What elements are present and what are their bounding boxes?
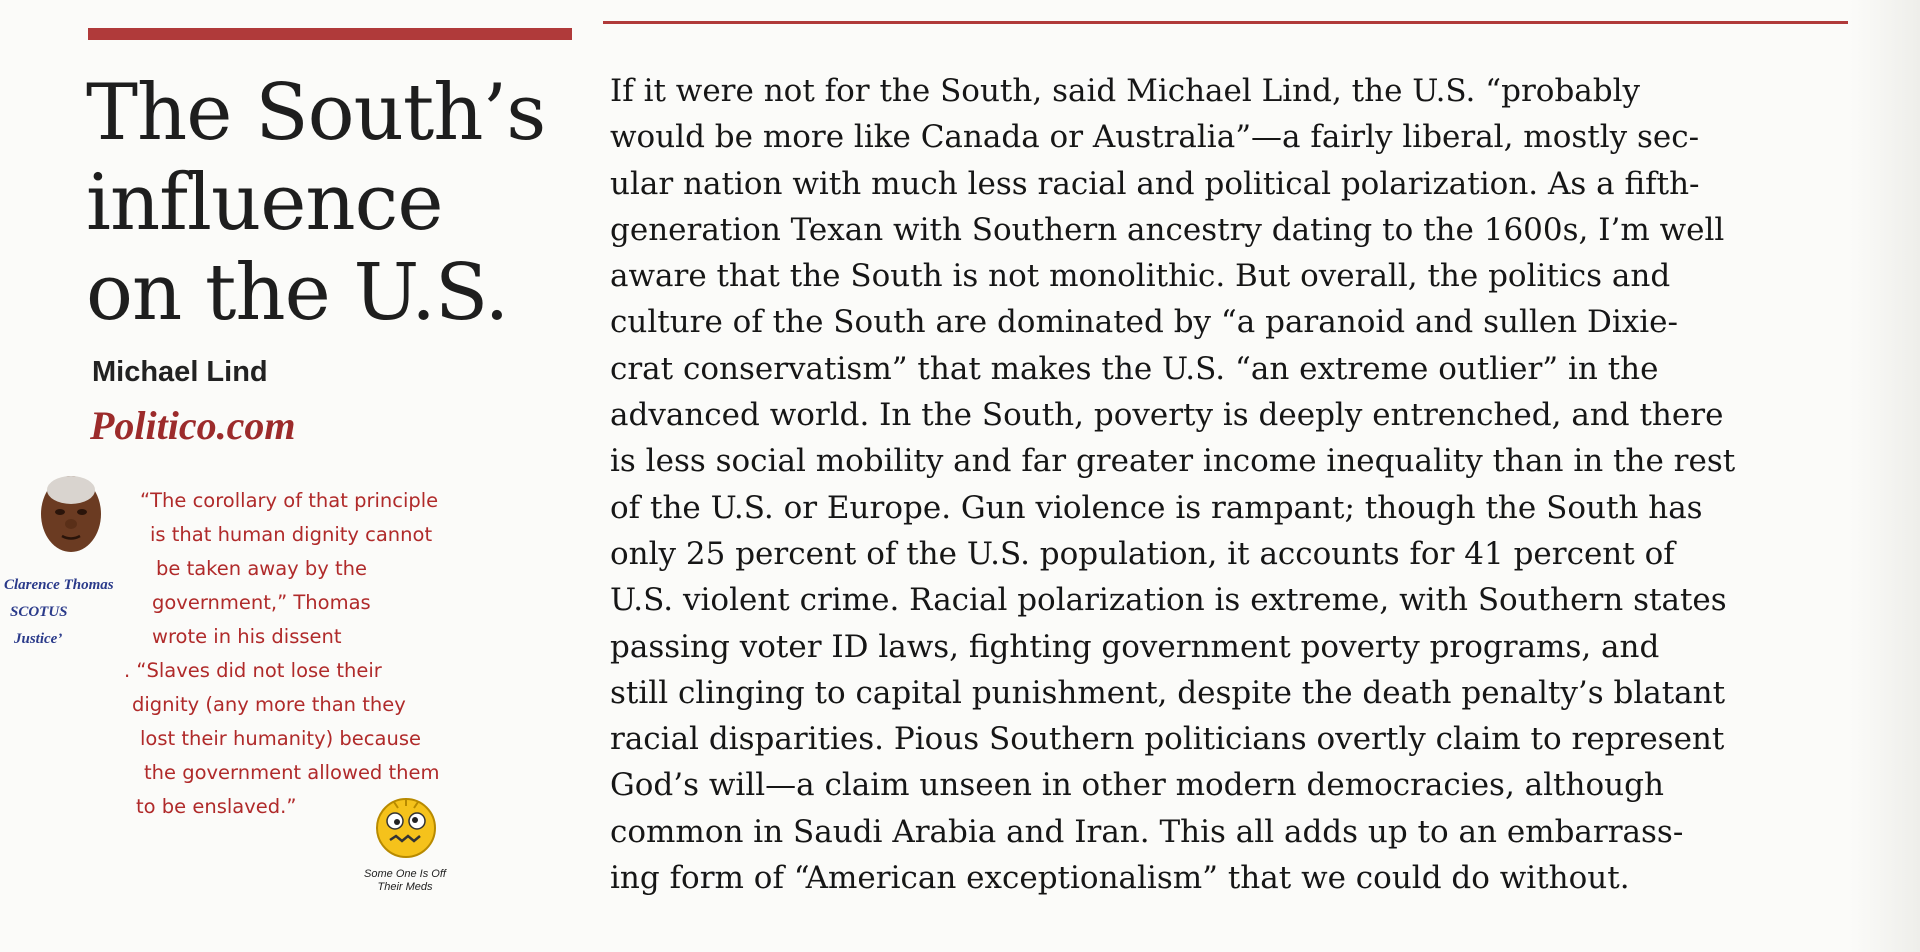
smiley-caption-line: Some One Is Off bbox=[364, 868, 446, 880]
portrait-caption bbox=[4, 572, 144, 653]
body-line: of the U.S. or Europe. Gun violence is rampant; though the South has bbox=[610, 489, 1703, 526]
body-line: still clinging to capital punishment, despite the death penalty’s blatant bbox=[610, 674, 1726, 711]
quote-line: “The corollary of that principle bbox=[140, 489, 439, 512]
article-body bbox=[610, 68, 1860, 901]
crazy-smiley-icon bbox=[372, 794, 440, 860]
body-line: crat conservatism” that makes the U.S. “an extreme outlier” in the bbox=[610, 350, 1659, 387]
caption-line: Justice’ bbox=[14, 631, 63, 647]
headline-line: The South’s bbox=[86, 68, 546, 158]
body-line: advanced world. In the South, poverty is deeply entrenched, and there bbox=[610, 397, 1724, 434]
portrait-icon bbox=[34, 470, 108, 562]
body-line: aware that the South is not monolithic. But overall, the politics and bbox=[610, 258, 1671, 295]
smiley-caption bbox=[350, 868, 460, 894]
caption-line: SCOTUS bbox=[10, 604, 68, 620]
source-name: Politico.com bbox=[90, 403, 296, 448]
quote-line: dignity (any more than they bbox=[132, 693, 406, 716]
body-rule bbox=[603, 21, 1848, 24]
quote-line: is that human dignity cannot bbox=[150, 523, 433, 546]
body-line: ing form of “American exceptionalism” that we could do without. bbox=[610, 860, 1630, 897]
smiley-caption-line: Their Meds bbox=[377, 881, 433, 893]
quote-line: lost their humanity) because bbox=[140, 727, 421, 750]
caption-line: Clarence Thomas bbox=[4, 577, 114, 593]
body-line: If it were not for the South, said Michael Lind, the U.S. “probably bbox=[610, 73, 1641, 109]
author-name: Michael Lind bbox=[92, 356, 268, 388]
body-line: passing voter ID laws, fighting government poverty programs, and bbox=[610, 628, 1660, 665]
quote-line: the government allowed them bbox=[144, 761, 440, 784]
dissent-quote bbox=[124, 484, 520, 824]
headline-rule bbox=[88, 28, 572, 40]
body-line: generation Texan with Southern ancestry dating to the 1600s, I’m well bbox=[610, 211, 1725, 248]
body-line: ular nation with much less racial and political polarization. As a fifth- bbox=[610, 165, 1700, 202]
adjacent-column-bleed bbox=[1850, 0, 1920, 952]
headline bbox=[86, 68, 606, 338]
body-line: is less social mobility and far greater income inequality than in the rest bbox=[610, 443, 1736, 480]
body-line: U.S. violent crime. Racial polarization is extreme, with Southern states bbox=[610, 582, 1727, 619]
body-line: culture of the South are dominated by “a paranoid and sullen Dixie- bbox=[610, 304, 1678, 341]
headline-line: on the U.S. bbox=[86, 248, 509, 338]
quote-line: wrote in his dissent bbox=[152, 625, 342, 648]
body-line: God’s will—a claim unseen in other modern democracies, although bbox=[610, 767, 1664, 804]
headline-line: influence bbox=[86, 158, 443, 248]
body-line: common in Saudi Arabia and Iran. This all adds up to an embarrass- bbox=[610, 813, 1684, 850]
quote-line: be taken away by the bbox=[156, 557, 368, 580]
quote-line: government,” Thomas bbox=[152, 591, 371, 614]
body-line: would be more like Canada or Australia”—a fairly liberal, mostly sec- bbox=[610, 119, 1700, 156]
quote-line: . “Slaves did not lose their bbox=[124, 659, 382, 682]
body-line: racial disparities. Pious Southern politicians overtly claim to represent bbox=[610, 721, 1725, 758]
body-line: only 25 percent of the U.S. population, it accounts for 41 percent of bbox=[610, 535, 1675, 572]
quote-line: to be enslaved.” bbox=[136, 795, 297, 818]
